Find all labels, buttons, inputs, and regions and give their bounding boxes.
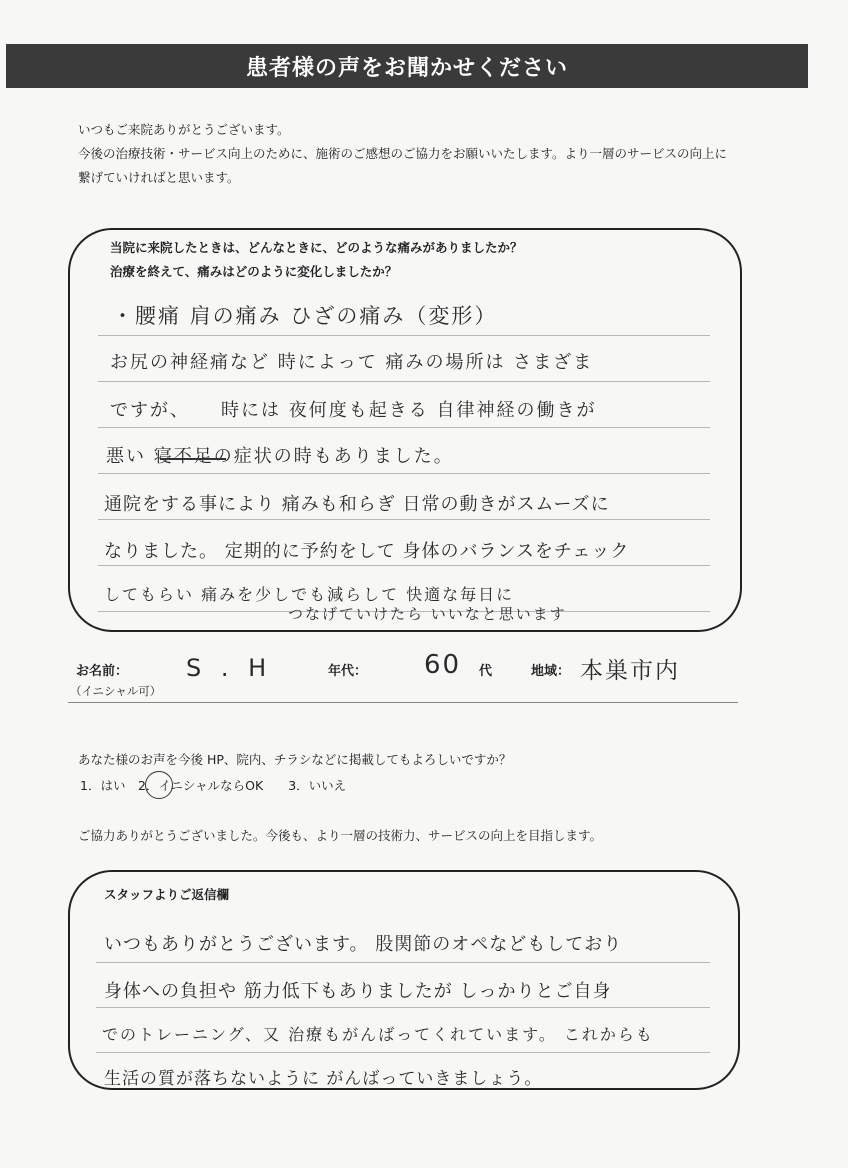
feedback-answer-line: つなげていけたら いいなと思います bbox=[288, 605, 567, 623]
writing-line bbox=[98, 381, 710, 382]
selected-option-circle bbox=[145, 771, 173, 799]
writing-line bbox=[98, 427, 710, 428]
staff-reply-title: スタッフよりご返信欄 bbox=[104, 887, 230, 902]
writing-line bbox=[96, 962, 710, 963]
age-unit: 代 bbox=[479, 664, 493, 679]
feedback-answer-line: ですが、 時には 夜何度も起きる 自律神経の働きが bbox=[110, 400, 597, 421]
staff-reply-line: いつもありがとうございます。 股関節のオペなどもしており bbox=[104, 934, 623, 955]
feedback-answer-line: 通院をする事により 痛みも和らぎ 日常の動きがスムーズに bbox=[104, 494, 610, 515]
intro-text bbox=[78, 118, 727, 190]
staff-reply-line: 身体への負担や 筋力低下もありましたが しっかりとご自身 bbox=[104, 981, 612, 1002]
area-label: 地域： bbox=[531, 664, 571, 679]
feedback-answer-line: 悪い 寝不足の症状の時もありました。 bbox=[106, 446, 454, 467]
feedback-answer-line: お尻の神経痛など 時によって 痛みの場所は さまざま bbox=[110, 352, 594, 373]
name-value: S . H bbox=[186, 654, 273, 682]
consent-options: 1．はい 2．イニシャルならOK 3．いいえ bbox=[80, 778, 347, 793]
form-title-bar bbox=[6, 44, 808, 88]
name-note: （イニシャル可） bbox=[70, 684, 162, 698]
writing-line bbox=[98, 519, 710, 520]
consent-question: あなた様のお声を今後 HP、院内、チラシなどに掲載してもよろしいですか？ bbox=[78, 752, 512, 767]
strikethrough-mark bbox=[160, 458, 226, 460]
writing-line bbox=[98, 335, 710, 336]
feedback-box bbox=[68, 228, 742, 632]
writing-line bbox=[98, 473, 710, 474]
intro-line: 繋げていければと思います。 bbox=[78, 170, 240, 185]
feedback-answer-line: なりました。 定期的に予約をして 身体のバランスをチェック bbox=[104, 541, 630, 562]
form-title: 患者様の声をお聞かせください bbox=[245, 55, 568, 81]
profile-divider bbox=[68, 702, 738, 703]
feedback-answer-line: ・腰痛 肩の痛み ひざの痛み（変形） bbox=[112, 304, 498, 328]
writing-line bbox=[98, 565, 710, 566]
intro-line: 今後の治療技術・サービス向上のために、施術のご感想のご協力をお願いいたします。より一層のサービスの向上に bbox=[78, 146, 728, 161]
feedback-question-2: 治療を終えて、痛みはどのように変化しましたか？ bbox=[110, 264, 398, 279]
staff-reply-line: でのトレーニング、又 治療もがんばってくれています。 これからも bbox=[102, 1025, 654, 1044]
feedback-answer-line: してもらい 痛みを少しでも減らして 快適な毎日に bbox=[104, 585, 515, 604]
feedback-question-1: 当院に来院したときは、どんなときに、どのような痛みがありましたか？ bbox=[110, 240, 523, 255]
writing-line bbox=[96, 1007, 710, 1008]
age-label: 年代： bbox=[328, 664, 368, 679]
age-value: 60 bbox=[424, 650, 462, 680]
writing-line bbox=[96, 1052, 710, 1053]
intro-line: いつもご来院ありがとうございます。 bbox=[78, 122, 290, 137]
area-value: 本巣市内 bbox=[580, 658, 680, 684]
name-label: お名前： bbox=[76, 664, 129, 679]
thanks-text: ご協力ありがとうございました。今後も、より一層の技術力、サービスの向上を目指します。 bbox=[78, 828, 603, 843]
staff-reply-line: 生活の質が落ちないように がんばっていきましょう。 bbox=[104, 1069, 543, 1089]
